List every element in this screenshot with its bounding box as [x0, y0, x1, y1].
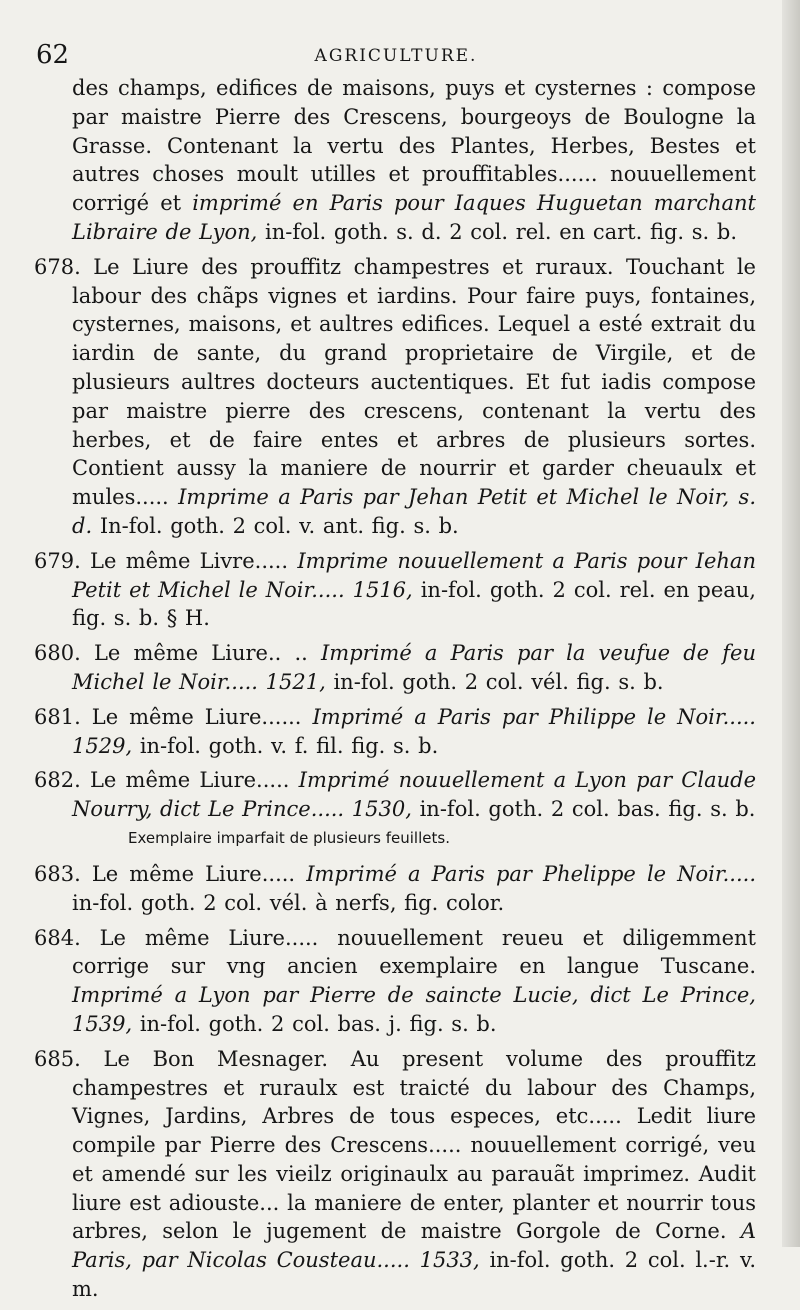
entry-text: Le même Livre.....	[90, 548, 289, 573]
catalogue-text	[34, 74, 756, 1310]
entry-text: Le même Liure......	[91, 704, 302, 729]
entry-number: 678.	[34, 254, 81, 279]
entry-format: in-fol. goth. 2 col. l.-r. v. m.	[72, 1248, 756, 1302]
entry-number: 683.	[34, 861, 81, 886]
entry-format: in-fol. goth. s. d. 2 col. rel. en cart. fig. s. b.	[265, 219, 738, 244]
catalogue-entry-685	[34, 1045, 756, 1304]
page-gutter-shadow	[782, 0, 800, 1247]
entry-imprint: Imprimé a Paris par Philippe le Noir..... 1529,	[72, 704, 756, 758]
entry-number: 681.	[34, 704, 81, 729]
catalogue-entry-684	[34, 924, 756, 1039]
entry-text: Le Bon Mesnager. Au present volume des prouffitz champestres et ruraulx est traicté du labour des Champs, Vignes, Jardins, Arbres de tous especes, etc..... Ledit liure compile par Pierre des Crescens..... nouuellement corrigé, veu et amendé sur les vieilz originaulx au parauãt imprimez. Audit liure est adiouste... la maniere de enter, planter et nourrir tous arbres, selon le jugement de maistre Gorgole de Corne.	[72, 1046, 756, 1244]
entry-format: in-fol. goth. 2 col. vél. fig. s. b.	[333, 669, 664, 694]
entry-text: Le Liure des prouffitz champestres et ruraux. Touchant le labour des chãps vignes et iardins. Pour faire puys, fontaines, cysternes, maisons, et aultres edifices. Lequel a esté extrait du iardin de sante, du grand proprietaire de Virgile, et de plusieurs aultres docteurs auctentiques. Et fut iadis compose par maistre pierre des crescens, contenant la vertu des herbes, et de faire entes et arbres de plusieurs sortes. Contient aussy la maniere de nourrir et garder cheuaulx et mules.....	[72, 254, 756, 510]
entry-number: 685.	[34, 1046, 81, 1071]
entry-number: 679.	[34, 548, 81, 573]
entry-text: Le même Liure.....	[91, 861, 296, 886]
page-header	[36, 40, 756, 76]
entry-imprint: Imprime nouuellement a Paris pour Iehan Petit et Michel le Noir..... 1516,	[72, 548, 756, 602]
catalogue-entry-679	[34, 547, 756, 633]
entry-format: in-fol. goth. 2 col. bas. j. fig. s. b.	[139, 1011, 497, 1036]
entry-number: 682.	[34, 768, 81, 793]
catalogue-entry-678	[34, 253, 756, 541]
entry-format: in-fol. goth. 2 col. bas. fig. s. b.	[419, 797, 756, 822]
entry-imprint: Imprimé a Paris par Phelippe le Noir.....	[306, 861, 757, 886]
catalogue-entry-681	[34, 703, 756, 761]
entry-imprint: Imprimé a Lyon par Pierre de saincte Lucie, dict Le Prince, 1539,	[72, 983, 756, 1036]
entry-format: In-fol. goth. 2 col. v. ant. fig. s. b.	[99, 513, 459, 538]
copy-note: Exemplaire imparfait de plusieurs feuillets.	[128, 828, 450, 847]
catalogue-entry-677-continued	[34, 74, 756, 247]
entry-text: Le même Liure..... nouuellement reueu et diligemment corrige sur vng ancien exemplaire en langue Tuscane.	[72, 925, 756, 979]
running-title: AGRICULTURE.	[314, 46, 478, 66]
entry-number: 684.	[34, 925, 81, 950]
page-number: 62	[36, 40, 70, 70]
entry-text: Le même Liure.. ..	[93, 641, 308, 666]
catalogue-entry-682	[34, 766, 756, 824]
entry-imprint: imprimé en Paris pour Iaques Huguetan marchant Libraire de Lyon,	[72, 191, 756, 244]
entry-format: in-fol. goth. 2 col. vél. à nerfs, fig. color.	[72, 890, 505, 915]
entry-imprint: Imprime a Paris par Jehan Petit et Michel le Noir, s. d.	[72, 485, 756, 538]
catalogue-entry-683	[34, 860, 756, 918]
entry-imprint: Imprimé nouuellement a Lyon par Claude Nourry, dict Le Prince..... 1530,	[72, 768, 757, 822]
entry-format: in-fol. goth. 2 col. rel. en peau, fig. s. b. § H.	[72, 577, 756, 631]
entry-format: in-fol. goth. v. f. fil. fig. s. b.	[139, 733, 439, 758]
entry-text: des champs, edifices de maisons, puys et cysternes : compose par maistre Pierre des Crescens, bourgeoys de Boulogne la Grasse. Contenant la vertu des Plantes, Herbes, Bestes et autres choses moult utilles et prouffitables...... nouuellement corrigé et	[72, 76, 756, 216]
entry-text: Le même Liure.....	[89, 768, 290, 793]
entry-number: 680.	[34, 641, 81, 666]
catalogue-entry-680	[34, 639, 756, 697]
entry-imprint: Imprimé a Paris par la veufue de feu Michel le Noir..... 1521,	[72, 641, 756, 694]
entry-imprint: A Paris, par Nicolas Cousteau..... 1533,	[72, 1219, 756, 1273]
